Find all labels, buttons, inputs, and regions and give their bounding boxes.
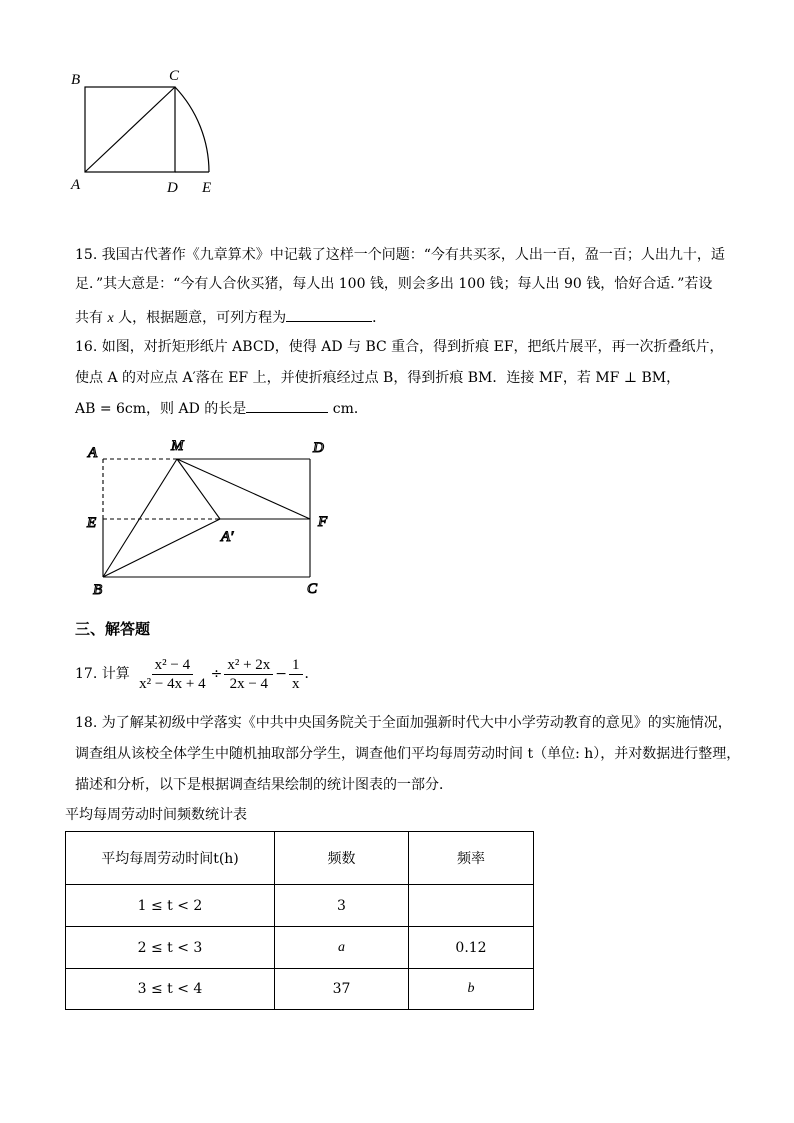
q17: 17. 计算 $\frac{\text{x² − 4}}{\text{x² − 4x + 4}}$ ÷ $\frac{\text{x² + 2x}}{2x - 4}$ − $\frac{1}{x}$ ．	[75, 656, 319, 692]
table-header-row	[66, 832, 534, 885]
q15-line2: 足．”其大意是：“今有人合伙买猪，每人出 100 钱，则会多出 100 钱；每人出 90 钱，恰好合适．”若设	[75, 276, 713, 292]
figure-folded-rectangle	[0, 430, 360, 610]
table-title: 平均每周劳动时间频数统计表	[65, 807, 247, 823]
answer-blank-q16[interactable]	[246, 398, 328, 413]
label-D: D	[167, 180, 178, 196]
answer-blank-q15[interactable]	[286, 307, 372, 322]
table-row: 1 ≤ t < 2 3	[66, 885, 534, 927]
header-cell: 平均每周劳动时间t(h)	[66, 832, 275, 885]
section-heading: 三、解答题	[75, 620, 151, 638]
frequency-table	[65, 831, 534, 1010]
q15-line3: 共有 x 人，根据题意，可列方程为 ．	[75, 307, 386, 329]
table-row: 3 ≤ t < 4 37 b	[66, 969, 534, 1010]
q15-line1: 15. 我国古代著作《九章算术》中记载了这样一个问题：“今有共买豕，人出一百，盈一百；人出九十，适	[75, 247, 725, 263]
figure-square-arc	[0, 0, 260, 200]
q18-line3: 描述和分析，以下是根据调查结果绘制的统计图表的一部分．	[75, 777, 453, 793]
fraction-3: $\frac{1}{x}$	[289, 656, 303, 693]
label-F: F	[318, 514, 328, 530]
header-cell: 频数	[275, 832, 409, 885]
header-cell: 频率	[409, 832, 534, 885]
label-B: B	[71, 72, 81, 88]
q16-line3: AB = 6cm，则 AD 的长是 cm．	[75, 398, 368, 419]
label-A: A	[71, 177, 81, 193]
table-row: 2 ≤ t < 3 a 0.12	[66, 927, 534, 969]
fraction-1: $\frac{\text{x² − 4}}{\text{x² − 4x + 4}}$	[139, 656, 206, 692]
label-A: A	[88, 445, 98, 461]
q16-line1: 16. 如图，对折矩形纸片 ABCD，使得 AD 与 BC 重合，得到折痕 EF，把纸片展平，再一次折叠纸片，	[75, 339, 724, 355]
label-E: E	[202, 180, 212, 196]
q18-line2: 调查组从该校全体学生中随机抽取部分学生，调查他们平均每周劳动时间 t（单位: h），并对数据进行整理，	[75, 746, 741, 762]
fraction-2: $\frac{\text{x² + 2x}}{2x - 4}$	[224, 656, 273, 693]
label-C: C	[307, 581, 318, 597]
label-C: C	[169, 68, 180, 84]
label-D: D	[313, 440, 324, 456]
label-E: E	[87, 515, 97, 531]
q18-line1: 18. 为了解某初级中学落实《中共中央国务院关于全面加强新时代大中小学劳动教育的意见》的实施情况，	[75, 715, 732, 731]
label-A-prime: A′	[221, 529, 234, 545]
q16-line2: 使点 A 的对应点 A′落在 EF 上，并使折痕经过点 B，得到折痕 BM．连接 MF，若 MF ⊥ BM，	[75, 370, 681, 386]
label-B: B	[93, 582, 103, 598]
label-M: M	[171, 438, 184, 454]
